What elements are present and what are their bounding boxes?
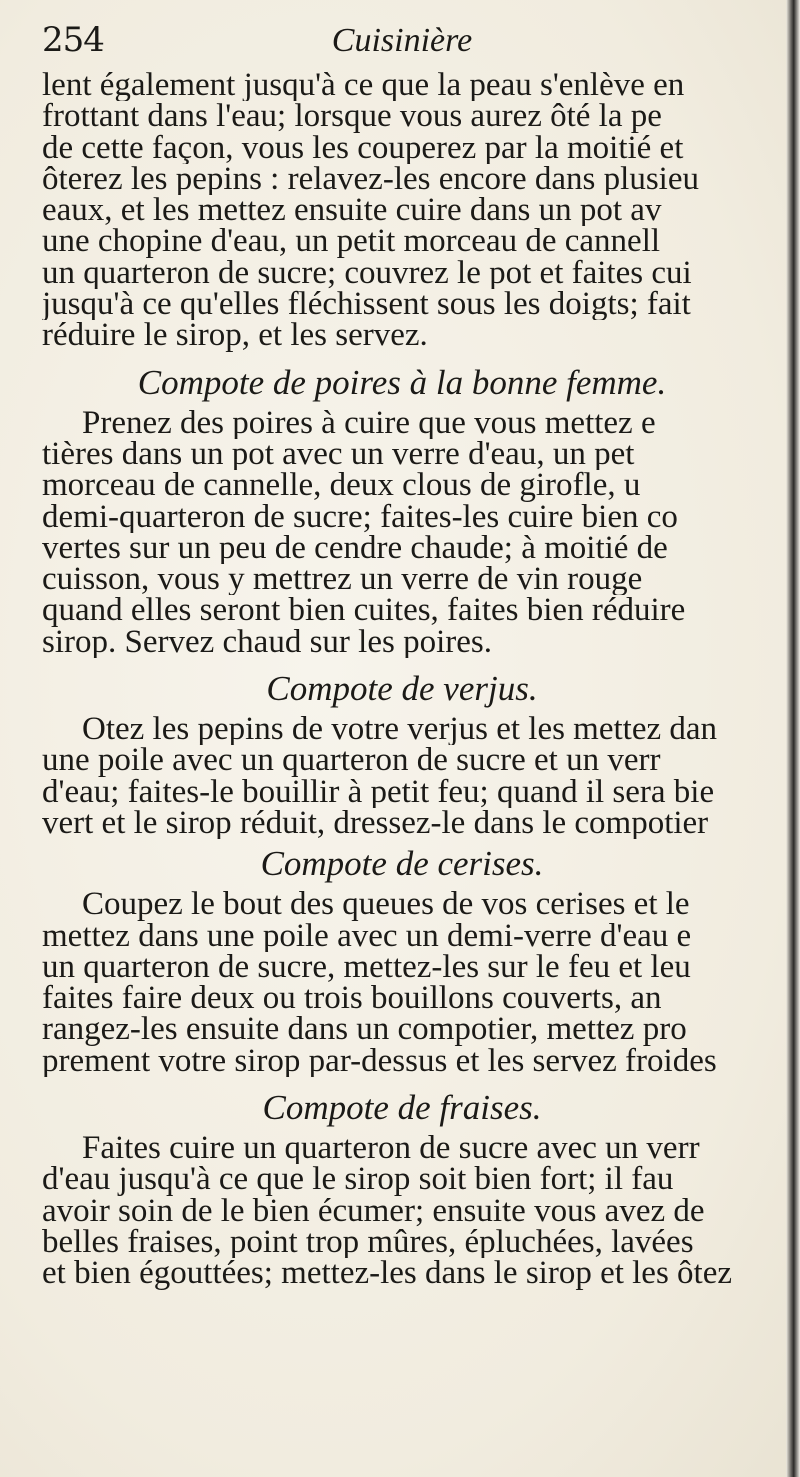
section-heading-verjus: Compote de verjus. bbox=[266, 669, 538, 709]
body-line: Prenez des poires à cuire que vous mettez e bbox=[82, 407, 656, 439]
page-header bbox=[42, 12, 762, 62]
body-line: d'eau jusqu'à ce que le sirop soit bien fort; il fau bbox=[42, 1164, 674, 1196]
body-line: et bien égouttées; mettez-les dans le sirop et les ôtez bbox=[42, 1258, 733, 1290]
body-line: Otez les pepins de votre verjus et les mettez dan bbox=[82, 714, 718, 746]
body-line: eaux, et les mettez ensuite cuire dans un pot av bbox=[42, 195, 662, 227]
body-line: un quarteron de sucre; couvrez le pot et faites cui bbox=[42, 257, 692, 290]
body-line: rangez-les ensuite dans un compotier, mettez pro bbox=[42, 1014, 687, 1046]
body-line: prement votre sirop par-dessus et les servez froides bbox=[42, 1045, 717, 1078]
body-line: vert et le sirop réduit, dressez-le dans le compotier bbox=[42, 807, 709, 840]
body-line: sirop. Servez chaud sur les poires. bbox=[42, 626, 492, 659]
body-line: quand elles seront bien cuites, faites bien réduire bbox=[42, 595, 686, 627]
body-line: d'eau; faites-le bouillir à petit feu; quand il sera bie bbox=[42, 776, 715, 808]
page-edge-shadow bbox=[786, 0, 800, 1477]
body-line: jusqu'à ce qu'elles fléchissent sous les doigts; fait bbox=[42, 289, 691, 321]
body-line: un quarteron de sucre, mettez-les sur le feu et leu bbox=[42, 951, 691, 984]
body-line: vertes sur un peu de cendre chaude; à moitié de bbox=[42, 532, 668, 565]
body-line: une chopine d'eau, un petit morceau de cannell bbox=[42, 226, 661, 258]
body-line: morceau de cannelle, deux clous de girofle, u bbox=[42, 470, 641, 502]
section-heading-poires: Compote de poires à la bonne femme. bbox=[137, 362, 667, 402]
page-body bbox=[42, 70, 800, 1290]
body-line: avoir soin de le bien écumer; ensuite vous avez de bbox=[42, 1195, 705, 1227]
body-line: réduire le sirop, et les servez. bbox=[42, 320, 428, 352]
body-line: faites faire deux ou trois bouillons couverts, an bbox=[42, 983, 662, 1015]
body-line: belles fraises, point trop mûres, épluchées, lavées bbox=[42, 1226, 694, 1259]
body-line: lent également jusqu'à ce que la peau s'enlève en bbox=[42, 70, 685, 102]
body-line: demi-quarteron de sucre; faites-les cuire bien co bbox=[42, 501, 678, 533]
body-line: ôterez les pepins : relavez-les encore dans plusieu bbox=[42, 163, 699, 196]
body-line: cuisson, vous y mettrez un verre de vin rouge bbox=[42, 564, 643, 596]
body-line: frottant dans l'eau; lorsque vous aurez ôté la pe bbox=[42, 101, 662, 133]
section-heading-fraises: Compote de fraises. bbox=[262, 1088, 542, 1128]
body-line: de cette façon, vous les couperez par la moitié et bbox=[42, 132, 684, 164]
page-number: 254 bbox=[42, 20, 104, 60]
running-head: Cuisinière bbox=[331, 22, 473, 59]
body-line: une poile avec un quarteron de sucre et un verr bbox=[42, 745, 661, 777]
body-line: Faites cuire un quarteron de sucre avec un verr bbox=[82, 1133, 700, 1165]
body-line: mettez dans une poile avec un demi-verre d'eau e bbox=[42, 920, 692, 952]
body-line: Coupez le bout des queues de vos cerises et le bbox=[82, 889, 690, 921]
section-heading-cerises: Compote de cerises. bbox=[260, 844, 544, 884]
body-line: tières dans un pot avec un verre d'eau, un pet bbox=[42, 438, 635, 471]
